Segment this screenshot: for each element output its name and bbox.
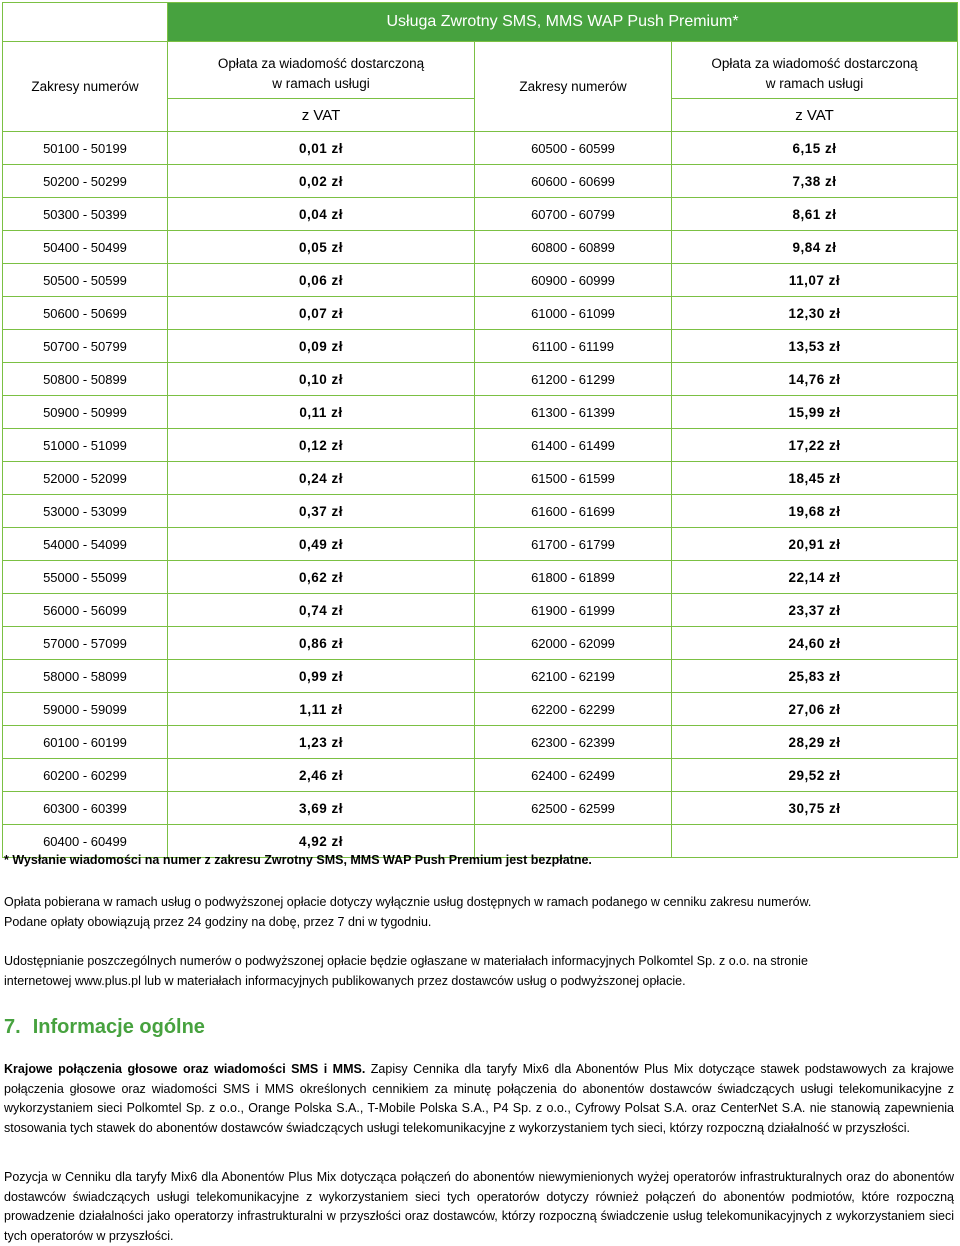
table-row bbox=[3, 660, 958, 693]
range-left-cell: 60300 - 60399 bbox=[3, 792, 168, 825]
range-right-cell: 61200 - 61299 bbox=[475, 363, 672, 396]
fee-right-cell: 11,07 zł bbox=[672, 264, 958, 297]
other-operators-paragraph: Pozycja w Cenniku dla taryfy Mix6 dla Abonentów Plus Mix dotycząca połączeń do abonentów niewymienionych wyżej operatorów infrastrukturalnych oraz do abonentów dostawców świadczących usługi telekomunikacyjne z wykorzystaniem sieci tych operatorów dotyczy również połączeń do abonentów podmiotów, które rozpoczną prowadzenie działalności jako operatorzy infrastrukturalni w przyszłości oraz dostawców, którzy rozpoczną świadczenie usług telekomunikacyjnych z wykorzystaniem sieci tych operatorów w przyszłości. bbox=[4, 1170, 954, 1243]
range-left-cell: 57000 - 57099 bbox=[3, 627, 168, 660]
fee-left-cell: 1,23 zł bbox=[168, 726, 475, 759]
fee-left-cell: 0,11 zł bbox=[168, 396, 475, 429]
fee-right-cell: 30,75 zł bbox=[672, 792, 958, 825]
range-right-cell: 62500 - 62599 bbox=[475, 792, 672, 825]
fee-right-cell: 6,15 zł bbox=[672, 132, 958, 165]
fee-right-cell: 14,76 zł bbox=[672, 363, 958, 396]
range-left-cell: 50200 - 50299 bbox=[3, 165, 168, 198]
fee-left-cell: 3,69 zł bbox=[168, 792, 475, 825]
range-right-cell: 62200 - 62299 bbox=[475, 693, 672, 726]
table-row bbox=[3, 759, 958, 792]
range-right-cell: 61800 - 61899 bbox=[475, 561, 672, 594]
table-row bbox=[3, 627, 958, 660]
fee-right-cell: 27,06 zł bbox=[672, 693, 958, 726]
fee-info-paragraph bbox=[4, 893, 954, 932]
range-left-cell: 50800 - 50899 bbox=[3, 363, 168, 396]
fee-right-cell: 17,22 zł bbox=[672, 429, 958, 462]
domestic-calls-heading: Krajowe połączenia głosowe oraz wiadomości SMS i MMS. bbox=[4, 1062, 366, 1076]
fee-right-cell bbox=[672, 825, 958, 858]
table-body bbox=[3, 132, 958, 858]
table-row bbox=[3, 396, 958, 429]
vat-header-right: z VAT bbox=[672, 99, 958, 132]
fee-right-cell: 19,68 zł bbox=[672, 495, 958, 528]
fee-left-cell: 4,92 zł bbox=[168, 825, 475, 858]
range-left-cell: 53000 - 53099 bbox=[3, 495, 168, 528]
fee-info-line2: Podane opłaty obowiązują przez 24 godziny na dobę, przez 7 dni w tygodniu. bbox=[4, 914, 432, 929]
table-row bbox=[3, 231, 958, 264]
range-left-cell: 60100 - 60199 bbox=[3, 726, 168, 759]
range-left-cell: 60400 - 60499 bbox=[3, 825, 168, 858]
fee-left-cell: 0,01 zł bbox=[168, 132, 475, 165]
table-row bbox=[3, 693, 958, 726]
table-row bbox=[3, 429, 958, 462]
range-right-cell: 61900 - 61999 bbox=[475, 594, 672, 627]
fee-right-cell: 20,91 zł bbox=[672, 528, 958, 561]
range-right-cell: 62100 - 62199 bbox=[475, 660, 672, 693]
col-header-range-left: Zakresy numerów bbox=[3, 42, 168, 132]
table-row bbox=[3, 792, 958, 825]
range-right-cell: 60900 - 60999 bbox=[475, 264, 672, 297]
fee-header-line1: Opłata za wiadomość dostarczoną bbox=[217, 56, 425, 71]
table-row bbox=[3, 132, 958, 165]
fee-header-line2: w ramach usługi bbox=[765, 76, 864, 91]
fee-left-cell: 1,11 zł bbox=[168, 693, 475, 726]
range-left-cell: 50400 - 50499 bbox=[3, 231, 168, 264]
fee-right-cell: 28,29 zł bbox=[672, 726, 958, 759]
fee-right-cell: 8,61 zł bbox=[672, 198, 958, 231]
fee-left-cell: 0,05 zł bbox=[168, 231, 475, 264]
range-right-cell: 62300 - 62399 bbox=[475, 726, 672, 759]
table-row bbox=[3, 264, 958, 297]
fee-header-line2: w ramach usługi bbox=[272, 76, 370, 91]
fee-left-cell: 0,62 zł bbox=[168, 561, 475, 594]
vat-header-left: z VAT bbox=[168, 99, 475, 132]
table-row bbox=[3, 165, 958, 198]
section-title: Informacje ogólne bbox=[32, 1016, 205, 1038]
fee-right-cell: 25,83 zł bbox=[672, 660, 958, 693]
domestic-calls-paragraph bbox=[4, 1060, 954, 1138]
range-left-cell: 60200 - 60299 bbox=[3, 759, 168, 792]
fee-right-cell: 18,45 zł bbox=[672, 462, 958, 495]
table-row bbox=[3, 297, 958, 330]
fee-left-cell: 0,10 zł bbox=[168, 363, 475, 396]
range-left-cell: 51000 - 51099 bbox=[3, 429, 168, 462]
col-header-fee-right bbox=[672, 42, 958, 99]
fee-left-cell: 0,12 zł bbox=[168, 429, 475, 462]
fee-right-cell: 29,52 zł bbox=[672, 759, 958, 792]
fee-left-cell: 0,06 zł bbox=[168, 264, 475, 297]
fee-right-cell: 23,37 zł bbox=[672, 594, 958, 627]
range-left-cell: 50600 - 50699 bbox=[3, 297, 168, 330]
range-left-cell: 50500 - 50599 bbox=[3, 264, 168, 297]
range-right-cell: 61500 - 61599 bbox=[475, 462, 672, 495]
col-header-fee-left bbox=[168, 42, 475, 99]
fee-right-cell: 15,99 zł bbox=[672, 396, 958, 429]
fee-left-cell: 0,07 zł bbox=[168, 297, 475, 330]
fee-left-cell: 0,99 zł bbox=[168, 660, 475, 693]
range-right-cell: 62000 - 62099 bbox=[475, 627, 672, 660]
table-row bbox=[3, 726, 958, 759]
fee-right-cell: 24,60 zł bbox=[672, 627, 958, 660]
availability-paragraph bbox=[4, 952, 954, 991]
table-row bbox=[3, 330, 958, 363]
fee-left-cell: 0,49 zł bbox=[168, 528, 475, 561]
fee-left-cell: 0,86 zł bbox=[168, 627, 475, 660]
range-right-cell: 60700 - 60799 bbox=[475, 198, 672, 231]
range-right-cell: 60800 - 60899 bbox=[475, 231, 672, 264]
range-right-cell: 60500 - 60599 bbox=[475, 132, 672, 165]
table-row bbox=[3, 528, 958, 561]
range-right-cell: 61400 - 61499 bbox=[475, 429, 672, 462]
range-left-cell: 50300 - 50399 bbox=[3, 198, 168, 231]
fee-left-cell: 2,46 zł bbox=[168, 759, 475, 792]
section-number: 7. bbox=[4, 1016, 21, 1038]
fee-right-cell: 7,38 zł bbox=[672, 165, 958, 198]
range-left-cell: 55000 - 55099 bbox=[3, 561, 168, 594]
range-right-cell: 61600 - 61699 bbox=[475, 495, 672, 528]
domestic-calls-text: Zapisy Cennika dla taryfy Mix6 dla Abonentów Plus Mix dotyczące stawek podstawowych za krajowe połączenia głosowe oraz wiadomości SMS i MMS określonych cennikiem za minutę połączenia do abonentów dostawców świadczących usługi telekomunikacyjne z wykorzystaniem sieci Polkomtel Sp. z o.o., Orange Polska S.A., T-Mobile Polska S.A., P4 Sp. z o.o., Cyfrowy Polsat S.A. oraz CenterNet S.A. nie stanowią zapewnienia stosowania tych stawek do abonentów dostawców świadczących usługi telekomunikacyjne z wykorzystaniem tych sieci, którzy rozpoczną działalność w przyszłości. bbox=[4, 1062, 954, 1135]
fee-header-line1: Opłata za wiadomość dostarczoną bbox=[711, 56, 918, 71]
table-row bbox=[3, 594, 958, 627]
range-left-cell: 50700 - 50799 bbox=[3, 330, 168, 363]
table-row bbox=[3, 363, 958, 396]
fee-info-line1: Opłata pobierana w ramach usług o podwyższonej opłacie dotyczy wyłącznie usług dostępnych w ramach podanego w cenniku zakresu numerów. bbox=[4, 895, 812, 909]
range-left-cell: 58000 - 58099 bbox=[3, 660, 168, 693]
range-left-cell: 52000 - 52099 bbox=[3, 462, 168, 495]
range-right-cell: 61700 - 61799 bbox=[475, 528, 672, 561]
section-heading bbox=[4, 1016, 205, 1039]
table-title: Usługa Zwrotny SMS, MMS WAP Push Premium* bbox=[168, 3, 958, 42]
range-left-cell: 50100 - 50199 bbox=[3, 132, 168, 165]
fee-right-cell: 12,30 zł bbox=[672, 297, 958, 330]
range-left-cell: 59000 - 59099 bbox=[3, 693, 168, 726]
range-right-cell: 61000 - 61099 bbox=[475, 297, 672, 330]
price-table bbox=[2, 2, 958, 858]
col-header-range-right: Zakresy numerów bbox=[475, 42, 672, 132]
range-right-cell: 61100 - 61199 bbox=[475, 330, 672, 363]
table-row bbox=[3, 462, 958, 495]
fee-left-cell: 0,24 zł bbox=[168, 462, 475, 495]
table-row bbox=[3, 561, 958, 594]
availability-line1: Udostępnianie poszczególnych numerów o podwyższonej opłacie będzie ogłaszane w materiałach informacyjnych Polkomtel Sp. z o.o. na stronie bbox=[4, 954, 808, 968]
range-right-cell: 62400 - 62499 bbox=[475, 759, 672, 792]
range-left-cell: 56000 - 56099 bbox=[3, 594, 168, 627]
footnote: * Wysłanie wiadomości na numer z zakresu Zwrotny SMS, MMS WAP Push Premium jest bezpłatne. bbox=[4, 853, 592, 867]
fee-right-cell: 22,14 zł bbox=[672, 561, 958, 594]
range-left-cell: 50900 - 50999 bbox=[3, 396, 168, 429]
fee-right-cell: 9,84 zł bbox=[672, 231, 958, 264]
fee-left-cell: 0,09 zł bbox=[168, 330, 475, 363]
fee-right-cell: 13,53 zł bbox=[672, 330, 958, 363]
fee-left-cell: 0,02 zł bbox=[168, 165, 475, 198]
fee-left-cell: 0,37 zł bbox=[168, 495, 475, 528]
table-row bbox=[3, 495, 958, 528]
range-right-cell: 60600 - 60699 bbox=[475, 165, 672, 198]
fee-left-cell: 0,74 zł bbox=[168, 594, 475, 627]
table-row bbox=[3, 198, 958, 231]
range-left-cell: 54000 - 54099 bbox=[3, 528, 168, 561]
availability-line2: internetowej www.plus.pl lub w materiałach informacyjnych publikowanych przez dostawców usług o podwyższonej opłacie. bbox=[4, 973, 686, 988]
range-right-cell: 61300 - 61399 bbox=[475, 396, 672, 429]
fee-left-cell: 0,04 zł bbox=[168, 198, 475, 231]
